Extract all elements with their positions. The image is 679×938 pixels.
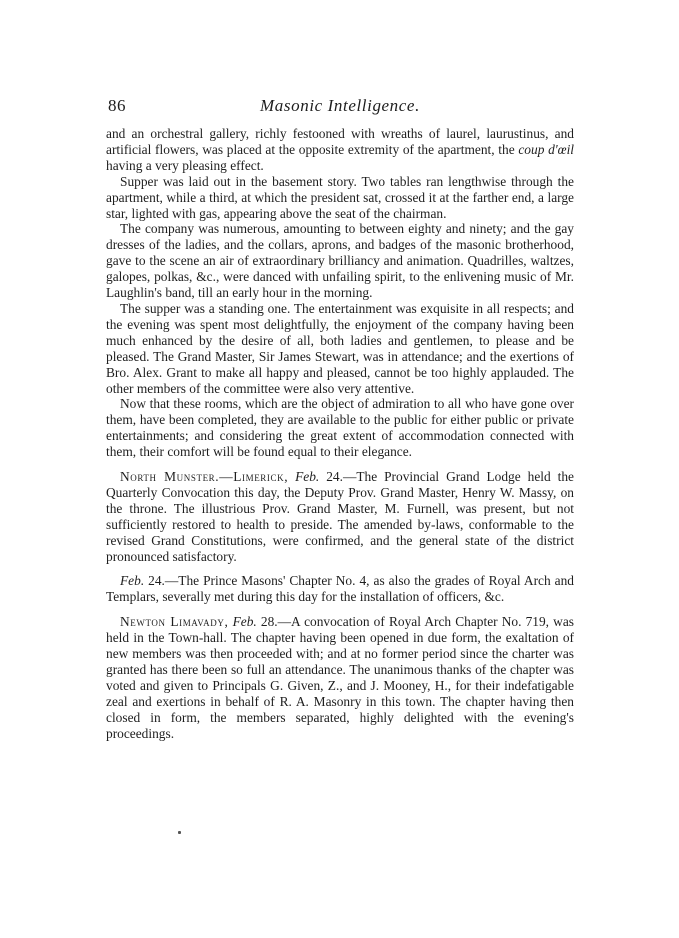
running-title: Masonic Intelligence. [260, 96, 420, 115]
newton-limavady-date: Feb. [232, 614, 257, 630]
paragraph-supper: Supper was laid out in the basement story. Two tables ran lengthwise through the apartment, while a third, at which the president sat, crossed it at the farther end, a large star, lighted with gas, appearing above the seat of the chairman. [106, 173, 574, 221]
paragraph-gallery [106, 126, 574, 174]
paragraph-gallery-text-after: having a very pleasing effect. [106, 157, 264, 173]
north-munster-date: Feb. [295, 469, 320, 485]
page-number: 86 [108, 96, 126, 115]
paragraph-entertainment: The supper was a standing one. The entertainment was exquisite in all respects; and the evening was spent most delightfully, the enjoyment of the company having been much enhanced by the desire of all, both ladies and gentlemen, to please and be pleased. The Grand Master, Sir James Stewart, was in attendance; and the exertions of Bro. Alex. Grant to make all happy and pleased, cannot be too highly applauded. The other members of the committee were also very attentive. [106, 300, 574, 396]
paragraph-gallery-italic: coup d'œil [518, 141, 575, 157]
book-page [106, 96, 574, 742]
north-munster-lead: North Munster.—Limerick, [120, 469, 289, 485]
paragraph-newton-limavady [106, 614, 574, 741]
paragraph-prince-masons [106, 573, 574, 605]
prince-masons-date: Feb. [120, 573, 145, 589]
prince-masons-text: 24.—The Prince Masons' Chapter No. 4, as also the grades of Royal Arch and Templars, severally met during this day for the installation of officers, &c. [106, 573, 574, 605]
paragraph-rooms: Now that these rooms, which are the object of admiration to all who have gone over them, have been completed, they are available to the public for either public or private entertainments; and considering the great extent of accommodation connected with them, their comfort will be found equal to their elegance. [106, 396, 574, 460]
page-header [106, 96, 574, 120]
north-munster-text: 24.—The Provincial Grand Lodge held the Quarterly Convocation this day, the Deputy Prov. Grand Master, Henry W. Massy, on the throne. The illustrious Prov. Grand Master, M. Furnell, was present, but not sufficiently restored to health to preside. The amended by-laws, conformable to the revised Grand Constitutions, were confirmed, and the general state of the district pronounced satisfactory. [106, 469, 574, 564]
paragraph-company: The company was numerous, amounting to between eighty and ninety; and the gay dresses of the ladies, and the collars, aprons, and badges of the masonic brotherhood, gave to the scene an air of extraordinary brilliancy and animation. Quadrilles, waltzes, galopes, polkas, &c., were danced with unfailing spirit, to the enlivening music of Mr. Laughlin's band, till an early hour in the morning. [106, 221, 574, 301]
newton-limavady-lead: Newton Limavady, [120, 614, 229, 630]
newton-limavady-text: 28.—A convocation of Royal Arch Chapter No. 719, was held in the Town-hall. The chapter having been opened in due form, the exaltation of new members was then proceeded with; and at no former period since the charter was granted has there been so full an attendance. The unanimous thanks of the chapter was voted and given to Principals G. Given, Z., and J. Mooney, H., for their indefatigable zeal and exertions in behalf of R. A. Masonry in this town. The chapter having then closed in form, the members separated, highly delighted with the evening's proceedings. [106, 614, 574, 741]
paragraph-north-munster [106, 469, 574, 564]
paragraph-gallery-text: and an orchestral gallery, richly festooned with wreaths of laurel, laurustinus, and artificial flowers, was placed at the opposite extremity of the apartment, the [106, 126, 574, 157]
ink-speck [178, 831, 181, 834]
